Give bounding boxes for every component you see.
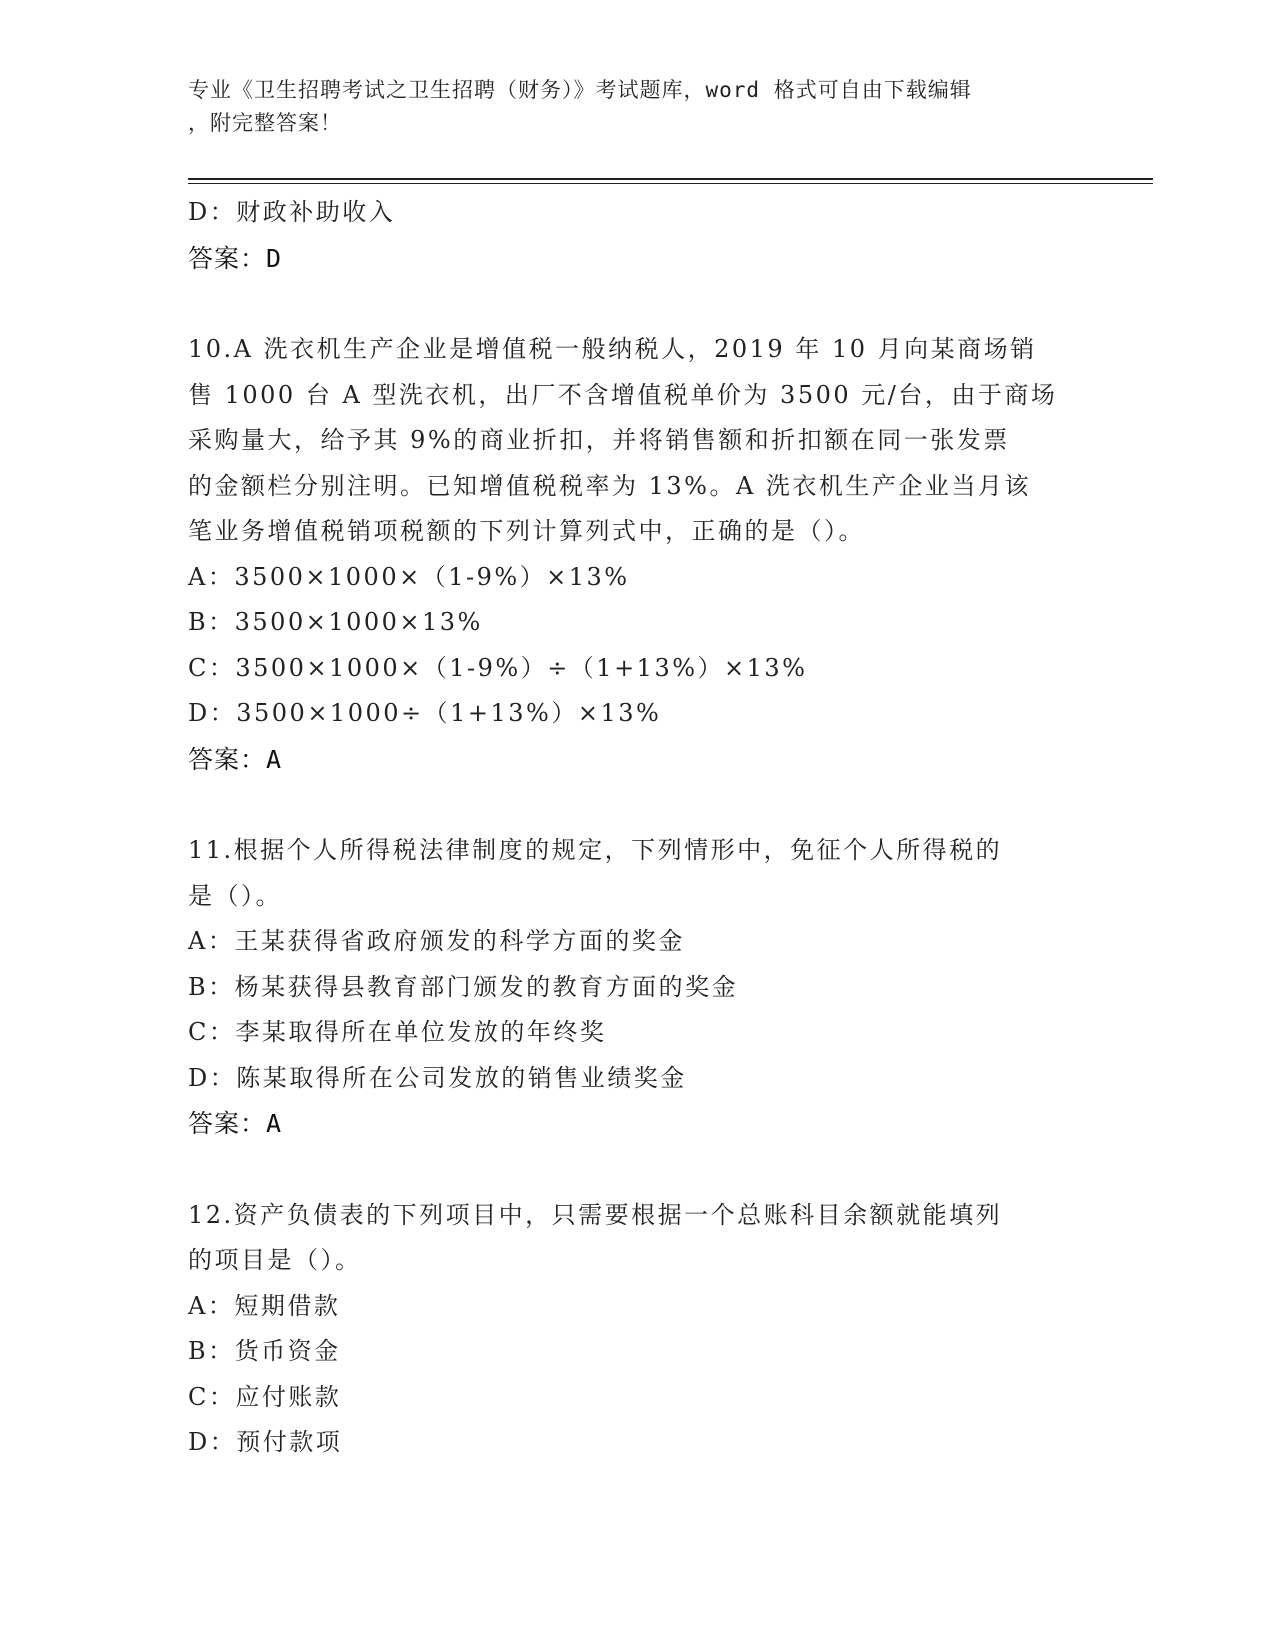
question-10 [188, 327, 1088, 782]
answer-line: 答案：D [188, 243, 283, 273]
option-c: C：3500×1000×（1-9%）÷（1+13%）×13% [188, 653, 808, 682]
document-header [188, 74, 1088, 140]
header-divider-thin [188, 183, 1153, 184]
option-b: B：货币资金 [188, 1337, 341, 1365]
answer-line: 答案：A [188, 744, 283, 774]
spacer [188, 281, 1088, 327]
spacer [188, 1147, 1088, 1193]
option-b: B：3500×1000×13% [188, 608, 483, 636]
question-stem-line: 是（）。 [188, 881, 282, 910]
question-stem-line: 采购量大，给予其 9%的商业折扣，并将销售额和折扣额在同一张发票 [188, 426, 1010, 454]
option-d: D：3500×1000÷（1+13%）×13% [188, 699, 662, 727]
header-divider [188, 178, 1153, 180]
question-stem-line: 售 1000 台 A 型洗衣机，出厂不含增值税单价为 3500 元/台，由于商场 [188, 380, 1058, 409]
option-d: D：预付款项 [188, 1428, 343, 1456]
option-a: A：王某获得省政府颁发的科学方面的奖金 [188, 927, 685, 955]
option-a: A：3500×1000×（1-9%）×13% [188, 562, 630, 591]
question-11 [188, 828, 1088, 1147]
spacer [188, 782, 1088, 828]
question-stem-line: 的项目是（）。 [188, 1246, 362, 1274]
question-9-tail [188, 190, 1088, 281]
option-a: A：短期借款 [188, 1291, 341, 1320]
question-stem-line: 的金额栏分别注明。已知增值税税率为 13%。A 洗衣机生产企业当月该 [188, 471, 1031, 500]
question-stem-line: 12.资产负债表的下列项目中，只需要根据一个总账科目余额就能填列 [188, 1200, 1003, 1229]
answer-line: 答案：A [188, 1109, 283, 1138]
option-c: C：应付账款 [188, 1382, 342, 1411]
question-content [188, 190, 1088, 1466]
option-b: B：杨某获得县教育部门颁发的教育方面的奖金 [188, 972, 739, 1001]
question-12 [188, 1193, 1088, 1466]
option-d: D：财政补助收入 [188, 198, 396, 226]
option-c: C：李某取得所在单位发放的年终奖 [188, 1018, 607, 1046]
question-stem-line: 笔业务增值税销项税额的下列计算列式中，正确的是（）。 [188, 517, 865, 545]
header-line-2: ，附完整答案！ [188, 111, 342, 135]
option-d: D：陈某取得所在公司发放的销售业绩奖金 [188, 1063, 687, 1092]
header-line-1: 专业《卫生招聘考试之卫生招聘（财务）》考试题库，word 格式可自由下载编辑 [188, 78, 972, 102]
question-stem-line: 11.根据个人所得税法律制度的规定，下列情形中，免征个人所得税的 [188, 836, 1003, 864]
question-stem-line: 10.A 洗衣机生产企业是增值税一般纳税人，2019 年 10 月向某商场销 [188, 335, 1037, 363]
